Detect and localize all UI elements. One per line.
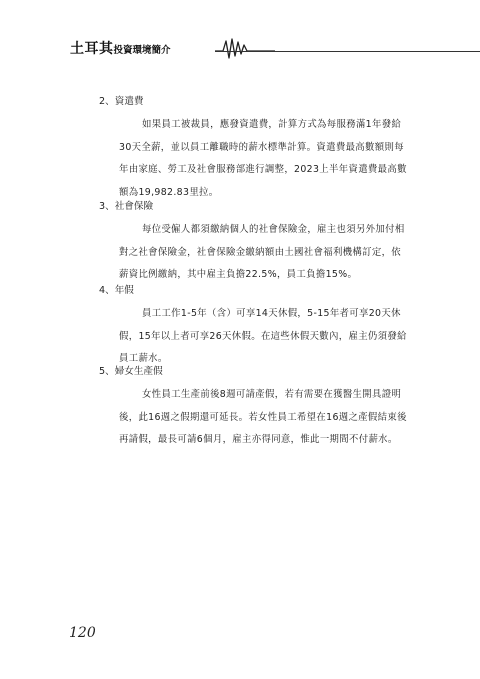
- section-title: 2、資遣費: [99, 96, 144, 107]
- section-paragraph: 員工工作1-5年（含）可享14天休假，5-15年者可享20天休假，15年以上者可享26天休假。在這些休假天數內，雇主仍須發給員工薪水。: [119, 308, 407, 364]
- header-title-main: 土耳其: [70, 41, 114, 57]
- section-title: 5、婦女生產假: [99, 366, 163, 377]
- section-paragraph: 女性員工生產前後8週可請產假，若有需要在獲醫生開具證明後，此16週之假期還可延長。若女性員工希望在16週之產假結束後再請假，最長可請6個月，雇主亦得同意，惟此一期間不付薪水。: [119, 389, 407, 445]
- section-social-insurance: [99, 200, 409, 289]
- header-title-sub: 投資環境簡介: [113, 45, 171, 56]
- running-header: [70, 36, 415, 60]
- section-annual-leave: [99, 284, 409, 373]
- header-title: [70, 38, 171, 58]
- header-rule: [215, 51, 480, 52]
- heartbeat-wave-icon: [215, 36, 275, 60]
- section-severance-pay: [99, 95, 409, 206]
- page-number: 120: [69, 625, 96, 641]
- section-paragraph: 如果員工被裁員，應發資遣費，計算方式為每服務滿1年發給30天全薪，並以員工離職時的薪水標準計算。資遣費最高數額則每年由家庭、勞工及社會服務部進行調整，2023上半年資遣費最高數額為19,982.83里拉。: [119, 119, 407, 198]
- section-maternity-leave: [99, 365, 409, 454]
- section-title: 3、社會保險: [99, 201, 154, 212]
- section-title: 4、年假: [99, 285, 134, 296]
- section-paragraph: 每位受僱人都須繳納個人的社會保險金，雇主也須另外加付相對之社會保險金，社會保險金繳納額由土國社會福利機構訂定，依薪資比例繳納，其中雇主負擔22.5%，員工負擔15%。: [119, 224, 405, 280]
